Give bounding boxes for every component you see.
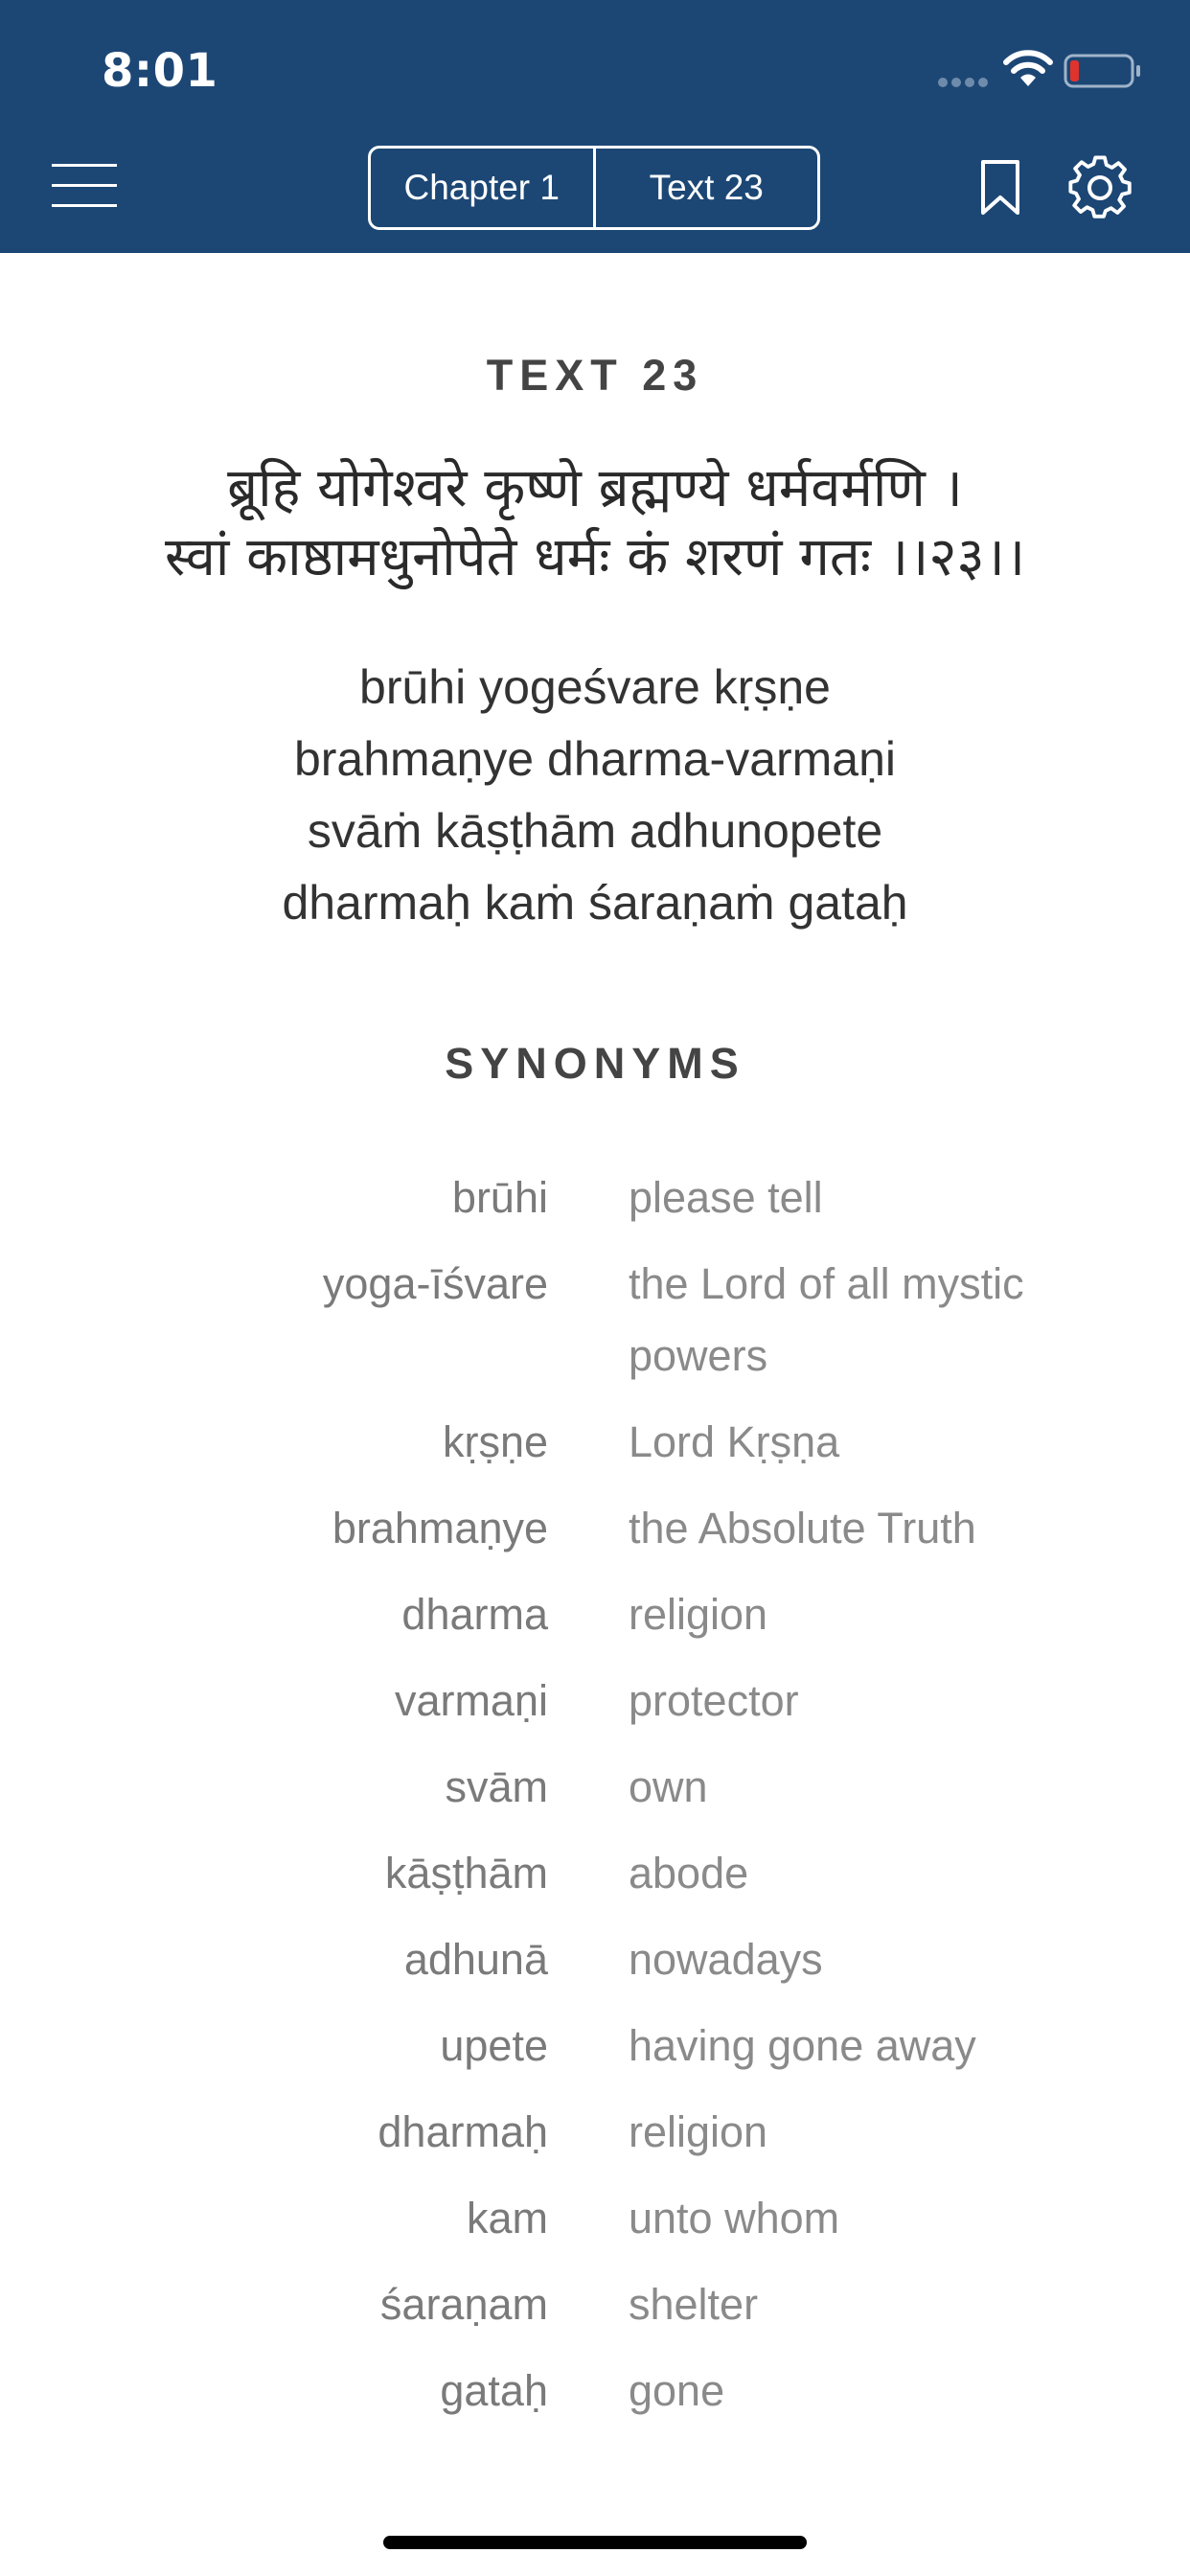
app-header bbox=[0, 0, 1190, 253]
synonym-term: dharmaḥ bbox=[378, 2107, 548, 2156]
synonym-row bbox=[0, 2268, 1190, 2355]
synonym-term: kam bbox=[466, 2194, 548, 2242]
chapter-selector-button[interactable]: Chapter 1 bbox=[403, 168, 560, 207]
synonym-row bbox=[0, 1406, 1190, 1492]
battery-low-icon bbox=[1064, 54, 1142, 88]
verse-title: TEXT 23 bbox=[486, 351, 704, 400]
synonym-row bbox=[0, 1923, 1190, 2010]
synonym-term: kṛṣṇe bbox=[442, 1417, 548, 1466]
synonym-meaning: religion bbox=[629, 1590, 768, 1639]
synonym-row bbox=[0, 1162, 1190, 1248]
synonyms-list bbox=[0, 1162, 1190, 2441]
synonym-meaning: abode bbox=[629, 1849, 749, 1898]
synonym-row bbox=[0, 2355, 1190, 2441]
synonym-row bbox=[0, 1665, 1190, 1751]
gear-icon[interactable] bbox=[1067, 155, 1133, 220]
synonym-meaning: religion bbox=[629, 2107, 768, 2156]
synonym-row bbox=[0, 1248, 1190, 1406]
synonym-term: gataḥ bbox=[440, 2366, 548, 2415]
transliteration-line: svāṁ kāṣṭhām adhunopete bbox=[307, 804, 883, 858]
synonym-row bbox=[0, 1751, 1190, 1837]
synonym-term: svām bbox=[445, 1762, 548, 1811]
synonyms-title: SYNONYMS bbox=[445, 1039, 745, 1088]
transliteration-verse bbox=[0, 652, 1190, 939]
synonym-meaning: nowadays bbox=[629, 1935, 823, 1984]
status-time: 8:01 bbox=[102, 44, 218, 98]
synonym-meaning: gone bbox=[629, 2366, 725, 2415]
synonym-row bbox=[0, 2182, 1190, 2268]
devanagari-verse bbox=[29, 454, 1161, 592]
synonym-row bbox=[0, 1492, 1190, 1578]
wifi-icon bbox=[1002, 50, 1054, 88]
home-indicator[interactable] bbox=[383, 2536, 807, 2549]
synonym-term: brūhi bbox=[451, 1173, 548, 1222]
chapter-text-selector bbox=[368, 146, 820, 230]
synonym-row bbox=[0, 1578, 1190, 1665]
synonym-term: upete bbox=[440, 2021, 548, 2070]
synonym-meaning: shelter bbox=[629, 2280, 759, 2329]
synonym-meaning: Lord Kṛṣṇa bbox=[629, 1417, 840, 1466]
synonym-term: śaraṇam bbox=[379, 2280, 548, 2329]
devanagari-line: ब्रूहि योगेश्वरे कृष्णे ब्रह्मण्ये धर्मवर्मणि । bbox=[227, 457, 963, 519]
transliteration-line: brahmaṇye dharma-varmaṇi bbox=[293, 732, 897, 786]
synonym-term: dharma bbox=[401, 1590, 548, 1639]
synonym-meaning: the Lord of all mystic powers bbox=[629, 1259, 1024, 1380]
synonym-term: varmaṇi bbox=[394, 1676, 548, 1725]
synonym-meaning: please tell bbox=[629, 1173, 823, 1222]
transliteration-line: dharmaḥ kaṁ śaraṇaṁ gataḥ bbox=[282, 876, 908, 930]
bookmark-icon[interactable] bbox=[979, 159, 1021, 217]
synonym-term: adhunā bbox=[403, 1935, 548, 1984]
synonym-row bbox=[0, 2010, 1190, 2096]
synonym-meaning: having gone away bbox=[629, 2021, 976, 2070]
synonym-term: brahmaṇye bbox=[332, 1504, 548, 1552]
synonym-row bbox=[0, 1837, 1190, 1923]
text-selector-button[interactable]: Text 23 bbox=[593, 149, 818, 227]
synonym-term: yoga-īśvare bbox=[322, 1259, 548, 1308]
synonym-meaning: the Absolute Truth bbox=[629, 1504, 976, 1552]
transliteration-line: brūhi yogeśvare kṛṣṇe bbox=[359, 660, 831, 714]
synonym-row bbox=[0, 2096, 1190, 2182]
synonym-meaning: own bbox=[629, 1762, 708, 1811]
synonym-meaning: protector bbox=[629, 1676, 799, 1725]
menu-button[interactable] bbox=[52, 161, 121, 211]
devanagari-line: स्वां काष्ठामधुनोपेते धर्मः कं शरणं गतः ।।२३।। bbox=[164, 526, 1026, 588]
synonym-term: kāṣṭhām bbox=[384, 1849, 548, 1898]
synonym-meaning: unto whom bbox=[629, 2194, 840, 2242]
cellular-signal-icon bbox=[937, 77, 993, 88]
